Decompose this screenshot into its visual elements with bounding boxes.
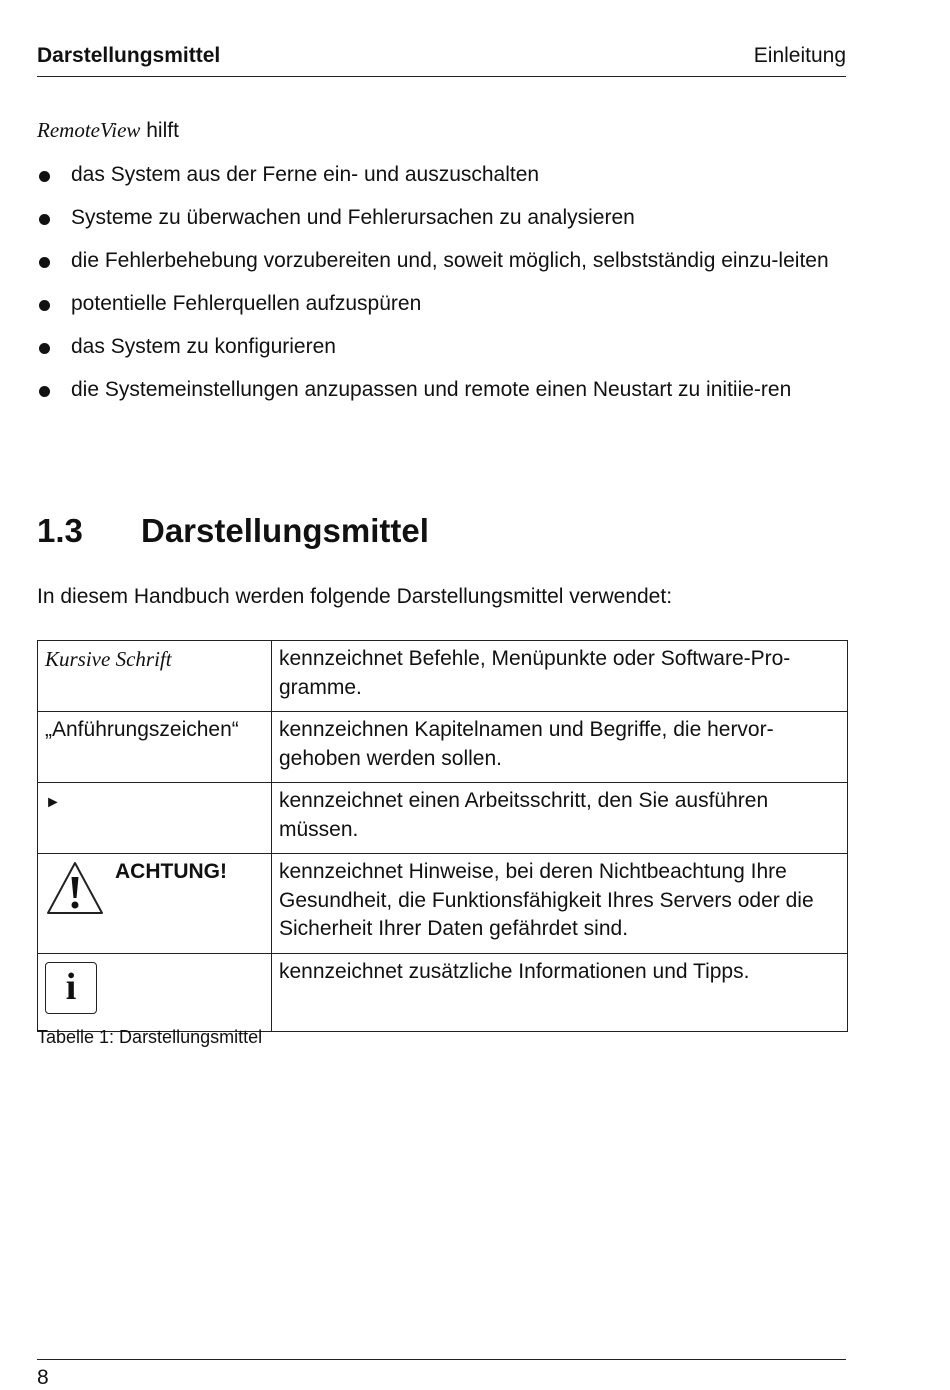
warning-triangle-icon [45,860,105,916]
list-item: potentielle Fehlerquellen aufzuspüren [37,290,849,318]
bullet-icon [39,214,50,225]
product-name: RemoteView [37,118,141,142]
conventions-table [37,640,848,1032]
bullet-icon [39,386,50,397]
info-icon: i [45,962,97,1014]
table-row [38,712,848,783]
bullet-icon [39,257,50,268]
list-item: Systeme zu überwachen und Fehlerursachen zu analysieren [37,204,849,232]
header-chapter-title: Einleitung [753,44,846,67]
table-cell-label [38,783,272,854]
page-footer [37,1359,846,1389]
table-cell-label: Kursive Schrift [38,641,272,712]
table-cell-label: „Anführungszeichen“ [38,712,272,783]
list-item: das System zu konfigurieren [37,333,849,361]
header-section-title: Darstellungsmittel [37,44,221,67]
table-row [38,641,848,712]
section-title: Darstellungsmittel [141,512,429,549]
section-number: 1.3 [37,512,83,549]
list-item: die Fehlerbehebung vorzubereiten und, soweit möglich, selbstständig einzu-leiten [37,247,849,275]
table-row [38,783,848,854]
lead-paragraph: In diesem Handbuch werden folgende Darstellungsmittel verwendet: [37,585,673,608]
table-caption: Tabelle 1: Darstellungsmittel [37,1027,263,1047]
intro-verb: hilft [146,119,179,142]
table-cell-label [38,953,272,1031]
warning-label: ACHTUNG! [115,860,227,883]
page-number: 8 [37,1366,49,1389]
feature-list [37,161,849,419]
table-cell-description: kennzeichnet Befehle, Menüpunkte oder Software-Pro-gramme. [272,641,848,712]
table-cell-label [38,854,272,954]
table-row [38,854,848,954]
table-cell-description: kennzeichnet zusätzliche Informationen und Tipps. [272,953,848,1031]
step-arrow-icon: ► [45,794,61,811]
table-cell-description: kennzeichnen Kapitelnamen und Begriffe, die hervor-gehoben werden sollen. [272,712,848,783]
bullet-icon [39,343,50,354]
section-heading [37,512,429,550]
list-item: das System aus der Ferne ein- und auszuschalten [37,161,849,189]
table-cell-description: kennzeichnet einen Arbeitsschritt, den Sie ausführen müssen. [272,783,848,854]
bullet-icon [39,300,50,311]
intro-line [37,118,179,143]
bullet-icon [39,171,50,182]
table-row [38,953,848,1031]
table-cell-description: kennzeichnet Hinweise, bei deren Nichtbeachtung Ihre Gesundheit, die Funktionsfähigkeit Ihres Servers oder die Sicherheit Ihrer Daten gefährdet sind. [272,854,848,954]
page-header [37,42,846,77]
list-item: die Systemeinstellungen anzupassen und remote einen Neustart zu initiie-ren [37,376,849,404]
